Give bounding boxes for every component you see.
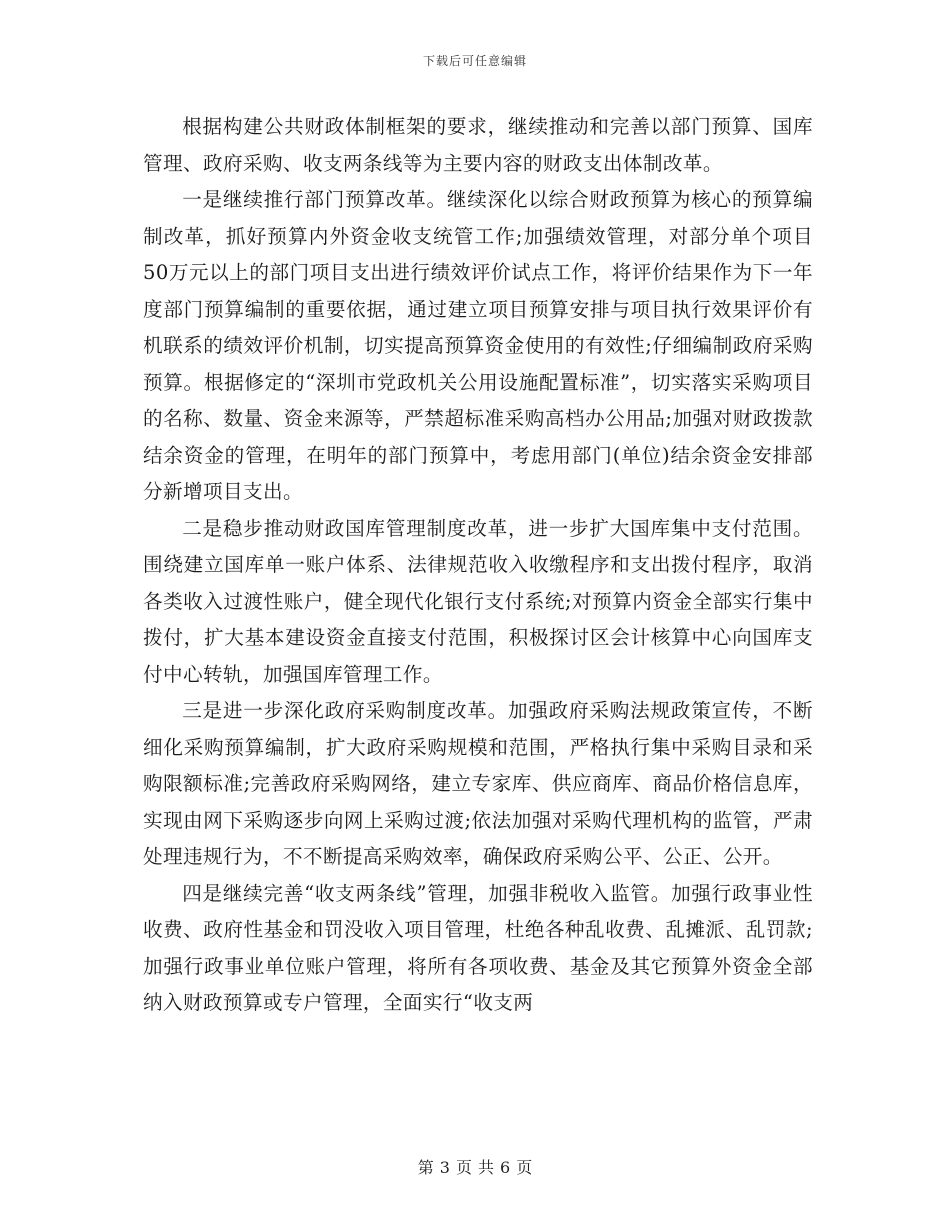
- paragraph-department-budget: 一是继续推行部门预算改革。继续深化以综合财政预算为核心的预算编制改革，抓好预算内外资金收支统管工作;加强绩效管理，对部分单个项目50万元以上的部门项目支出进行绩效评价试点工作，将评价结果作为下一年度部门预算编制的重要依据，通过建立项目预算安排与项目执行效果评价有机联系的绩效评价机制，切实提高预算资金使用的有效性;仔细编制政府采购预算。根据修定的“深圳市党政机关公用设施配置标准”，切实落实采购项目的名称、数量、资金来源等，严禁超标准采购高档办公用品;加强对财政拨款结余资金的管理，在明年的部门预算中，考虑用部门(单位)结余资金安排部分新增项目支出。: [143, 188, 813, 503]
- document-body: [143, 109, 813, 1022]
- footer-prefix: 第: [417, 1158, 434, 1177]
- paragraph-procurement-reform: 三是进一步深化政府采购制度改革。加强政府采购法规政策宣传，不断细化采购预算编制，扩大政府采购规模和范围，严格执行集中采购目录和采购限额标准;完善政府采购网络，建立专家库、供应商库、商品价格信息库，实现由网下采购逐步向网上采购过渡;依法加强对采购代理机构的监管，严肃处理违规行为，不不断提高采购效率，确保政府采购公平、公正、公开。: [143, 699, 813, 868]
- footer-total-word: 共: [478, 1158, 495, 1177]
- current-page-number: 3: [439, 1158, 450, 1177]
- page-header-note: 下载后可任意编辑: [422, 54, 527, 68]
- footer-page-word: 页: [455, 1158, 472, 1177]
- page-footer: [0, 1155, 950, 1178]
- paragraph-treasury-reform: 二是稳步推动财政国库管理制度改革，进一步扩大国库集中支付范围。围绕建立国库单一账户体系、法律规范收入收缴程序和支出拨付程序，取消各类收入过渡性账户，健全现代化银行支付系统;对预算内资金全部实行集中拨付，扩大基本建设资金直接支付范围，积极探讨区会计核算中心向国库支付中心转轨，加强国库管理工作。: [143, 516, 813, 686]
- footer-suffix: 页: [516, 1158, 533, 1177]
- total-page-count: 6: [500, 1158, 511, 1177]
- paragraph-two-lines-management: 四是继续完善“收支两条线”管理，加强非税收入监管。加强行政事业性收费、政府性基金和罚没收入项目管理，杜绝各种乱收费、乱摊派、乱罚款;加强行政事业单位账户管理，将所有各项收费、基金及其它预算外资金全部纳入财政预算或专户管理，全面实行“收支两: [143, 881, 813, 1014]
- paragraph-intro: 根据构建公共财政体制框架的要求，继续推动和完善以部门预算、国库管理、政府采购、收支两条线等为主要内容的财政支出体制改革。: [143, 115, 813, 175]
